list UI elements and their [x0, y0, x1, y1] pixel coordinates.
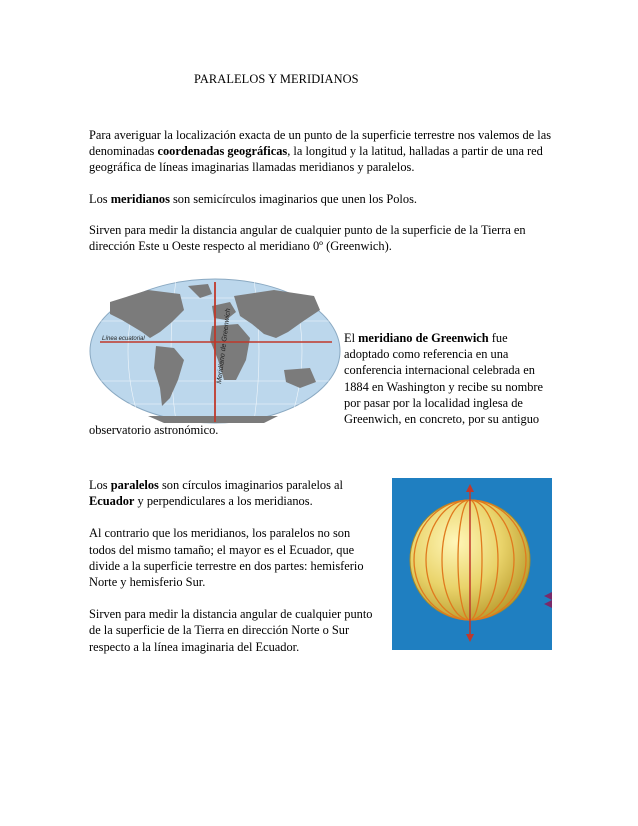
paralelos-text-c: son círculos imaginarios paralelos al [158, 478, 343, 492]
paralelos-section [89, 477, 379, 671]
paralelos-text-e: y perpendiculares a los meridianos. [134, 494, 313, 509]
antarctica-shape [148, 416, 278, 423]
greenwich-bold-term: meridiano de Greenwich [358, 331, 489, 345]
meridianos-text-a: Los [89, 192, 111, 206]
intro-bold-term: coordenadas geográficas [157, 144, 288, 159]
greenwich-text-c: fue adoptado como referencia en una conferencia internacional celebrada en 1884 en Washington y recibe su nombre por pasar por la localidad inglesa de Greenwich, en concreto, por su antiguo [344, 331, 544, 427]
world-map-figure [88, 276, 343, 426]
globe-svg [392, 478, 552, 650]
intro-text-c: , la longitud y la latitud, halladas a partir de una red geográfica de líneas imaginarias llamadas meridianos y paralelos. [89, 144, 543, 175]
intro-text-a: Para averiguar la localización exacta de un punto de la superficie terrestre nos valemos de las denominadas [89, 128, 552, 159]
ecuador-bold-term: Ecuador [89, 494, 135, 509]
meridianos-bold-term: meridianos [110, 192, 170, 206]
equator-label: Línea ecuatorial [102, 336, 145, 342]
paragraph-intro [89, 127, 559, 176]
paralelos-bold-term: paralelos [110, 478, 159, 492]
paragraph-meridianos [89, 191, 559, 207]
world-map-svg [88, 276, 343, 426]
greenwich-paragraph [344, 330, 554, 427]
meridianos-text-c: son semicírculos imaginarios que unen los Polos. [169, 192, 417, 206]
paragraph-paralelos-use: Sirven para medir la distancia angular de cualquier punto de la superficie de la Tierra en dirección Norte o Sur respecto a la línea imaginaria del Ecuador. [89, 607, 373, 654]
globe-figure [392, 478, 552, 650]
paragraph-paralelos-size: Al contrario que los meridianos, los paralelos no son todos del mismo tamaño; el mayor es el Ecuador, que divide a la superficie terrestre en dos partes: hemisferio Norte y hemisferio Sur. [89, 526, 364, 590]
greenwich-paragraph-tail: observatorio astronómico. [89, 423, 219, 437]
greenwich-text-a: El [344, 331, 359, 345]
document-title: PARALELOS Y MERIDIANOS [194, 72, 359, 86]
paragraph-meridianos-use [89, 222, 559, 254]
paragraph-paralelos [89, 477, 379, 509]
meridian-label: Meridiano de Greenwich [216, 308, 233, 385]
meridianos-use-text: Sirven para medir la distancia angular de cualquier punto de la superficie de la Tierra en dirección Este u Oeste respecto al meridiano 0º (Greenwich). [89, 223, 526, 254]
paralelos-text-a: Los [89, 478, 111, 492]
